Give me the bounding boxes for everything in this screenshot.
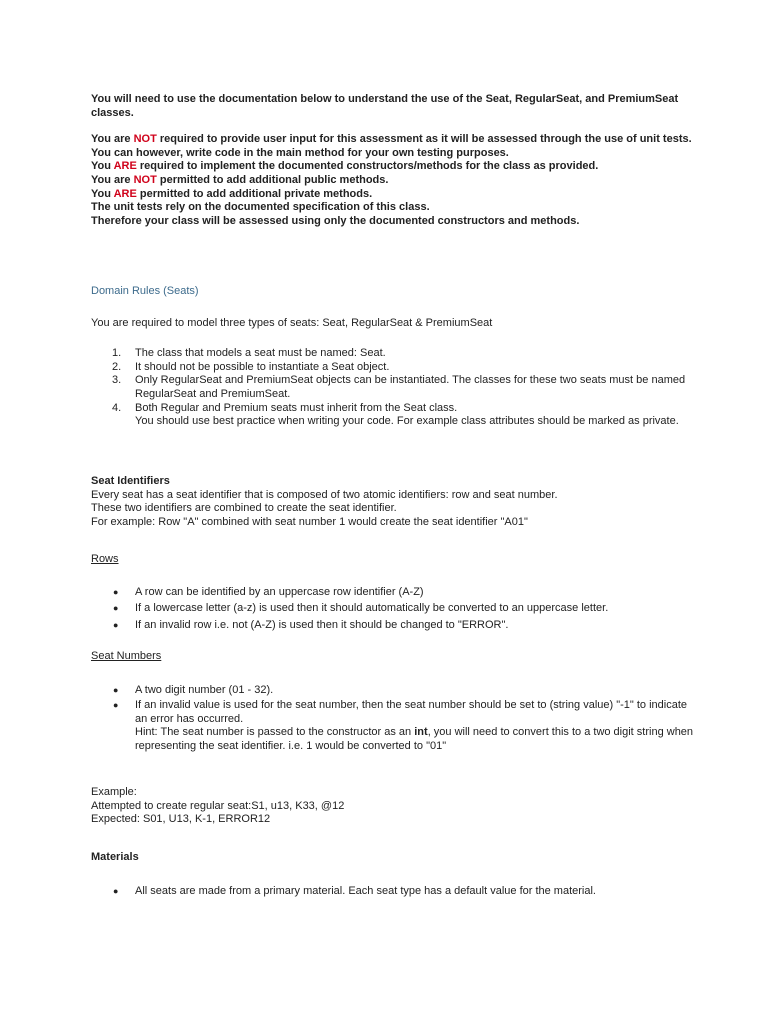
list-item: ● If an invalid value is used for the seat number, then the seat number should be set to (string value) "-1" to indicate an error has occurred. Hint: The seat number is passed to the constructor as an int, you will need to convert this to a two digit string when representing the seat identifier. i.e. 1 would be converted to "01" bbox=[113, 699, 694, 752]
intro-line: You will need to use the documentation below to understand the use of the Seat, RegularSeat, and PremiumSeat classes. bbox=[91, 93, 679, 119]
seat-numbers-section bbox=[91, 650, 698, 754]
rules-list bbox=[91, 133, 698, 228]
identifier-line: These two identifiers are combined to create the seat identifier. bbox=[91, 502, 397, 515]
rule-line: The unit tests rely on the documented specification of this class. bbox=[91, 201, 430, 214]
list-item: ● A two digit number (01 - 32). bbox=[113, 683, 274, 696]
identifier-line: Every seat has a seat identifier that is composed of two atomic identifiers: row and seat number. bbox=[91, 488, 558, 501]
rule-line: Therefore your class will be assessed using only the documented constructors and methods. bbox=[91, 214, 580, 227]
list-item: ● All seats are made from a primary material. Each seat type has a default value for the material. bbox=[113, 884, 596, 897]
list-item: 3. Only RegularSeat and PremiumSeat objects can be instantiated. The classes for these two seats must be named RegularSeat and PremiumSeat. bbox=[112, 374, 686, 400]
seat-numbers-heading: Seat Numbers bbox=[91, 650, 162, 662]
intro-block bbox=[91, 93, 698, 228]
list-item: 1. The class that models a seat must be named: Seat. bbox=[112, 347, 386, 360]
rows-heading: Rows bbox=[91, 553, 119, 565]
example-expected: Expected: S01, U13, K-1, ERROR12 bbox=[91, 813, 271, 826]
materials-section bbox=[91, 851, 698, 898]
domain-rules-heading: Domain Rules (Seats) bbox=[91, 285, 199, 297]
domain-rules-section bbox=[91, 285, 698, 429]
rows-list bbox=[91, 586, 698, 633]
materials-list bbox=[91, 885, 698, 899]
rule-line: You are NOT required to provide user input for this assessment as it will be assessed through the use of unit tests. bbox=[91, 133, 692, 146]
seat-identifiers-heading: Seat Identifiers bbox=[91, 475, 170, 487]
seat-identifiers-section bbox=[91, 475, 698, 529]
list-item: 2. It should not be possible to instantiate a Seat object. bbox=[112, 360, 390, 373]
rule-line: You can however, write code in the main method for your own testing purposes. bbox=[91, 146, 509, 159]
list-item: ● A row can be identified by an uppercase row identifier (A-Z) bbox=[113, 585, 424, 598]
example-section bbox=[91, 786, 698, 827]
rows-section bbox=[91, 553, 698, 632]
list-item: 4. Both Regular and Premium seats must inherit from the Seat class. You should use best practice when writing your code. For example class attributes should be marked as private. bbox=[112, 401, 679, 428]
rule-line: You ARE permitted to add additional private methods. bbox=[91, 187, 373, 200]
rule-line: You are NOT permitted to add additional public methods. bbox=[91, 173, 389, 186]
rule-line: You ARE required to implement the documented constructors/methods for the class as provided. bbox=[91, 160, 599, 173]
list-item: ● If an invalid row i.e. not (A-Z) is used then it should be changed to "ERROR". bbox=[113, 618, 509, 631]
domain-rules-lead: You are required to model three types of seats: Seat, RegularSeat & PremiumSeat bbox=[91, 316, 493, 329]
seat-numbers-list bbox=[91, 684, 698, 754]
example-label: Example: bbox=[91, 786, 137, 798]
list-item: ● If a lowercase letter (a-z) is used then it should automatically be converted to an uppercase letter. bbox=[113, 602, 609, 615]
materials-heading: Materials bbox=[91, 851, 139, 863]
domain-rules-list bbox=[91, 347, 698, 429]
example-attempted: Attempted to create regular seat:S1, u13, K33, @12 bbox=[91, 799, 345, 812]
identifier-line: For example: Row "A" combined with seat number 1 would create the seat identifier "A01" bbox=[91, 515, 528, 528]
